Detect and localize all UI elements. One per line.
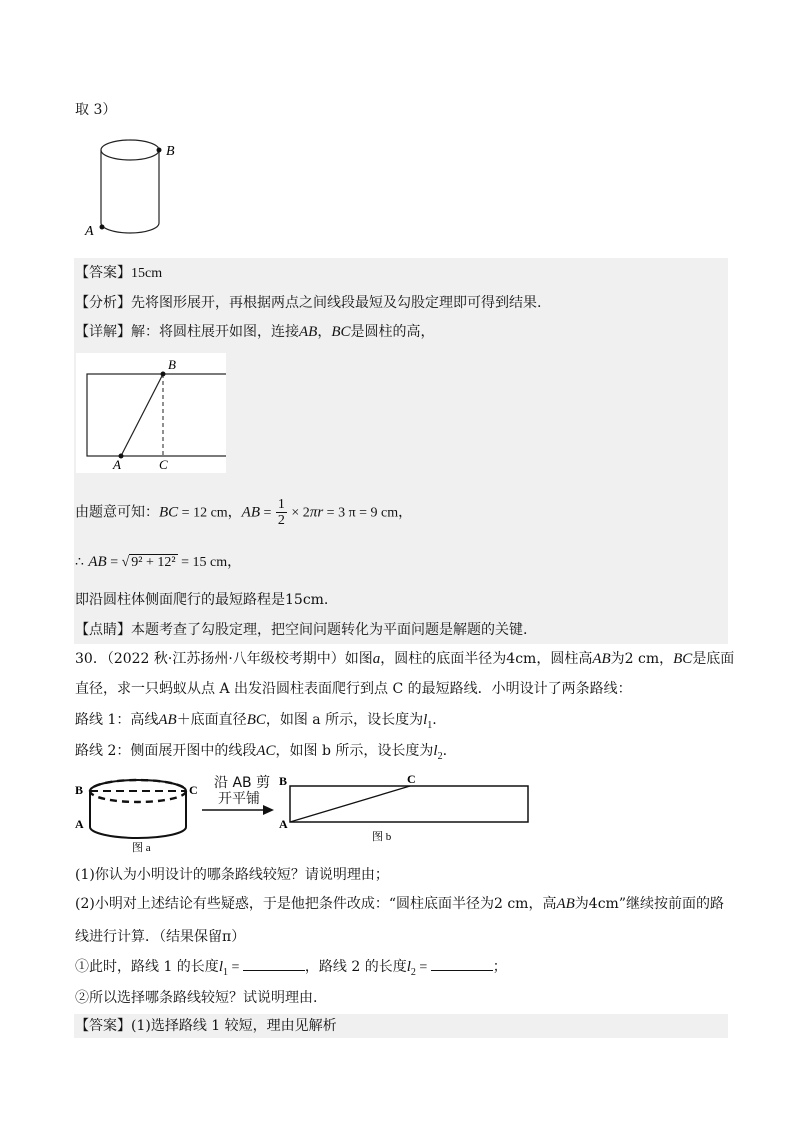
detail-line: 【详解】解：将圆柱展开如图，连接AB，BC是圆柱的高，	[75, 324, 435, 340]
point-a-label: A	[113, 457, 121, 472]
point-c-label: C	[189, 783, 198, 797]
route-2: 路线 2：侧面展开图中的线段AC，如图 b 所示，设长度为$l_2$.	[75, 743, 448, 762]
figure-b-caption: 图 b	[372, 831, 392, 843]
answer-line: 【答案】15cm	[75, 265, 163, 281]
answer-blank-1[interactable]	[243, 956, 305, 971]
cylinder-figure	[80, 135, 190, 245]
route-1: 路线 1：高线AB＋底面直径BC，如图 a 所示，设长度为$l_1$.	[75, 712, 437, 731]
sub-question-2-line-2: 线进行计算．（结果保留π）	[75, 929, 246, 945]
arrow-label-2: 开平铺	[218, 791, 260, 807]
equation-2: ∴ AB = √ 9² + 12² = 15 cm，	[75, 554, 242, 570]
point-a-label: A	[279, 817, 288, 831]
sub-question-2-2: ②所以选择哪条路线较短？试说明理由.	[75, 990, 318, 1006]
answer-30-line: 【答案】(1)选择路线 1 较短，理由见解析	[75, 1018, 337, 1034]
conclusion-line: 即沿圆柱体侧面爬行的最短路程是15cm.	[75, 592, 329, 608]
sub-question-2-line-1: (2)小明对上述结论有些疑惑，于是他把条件改成：“圆柱底面半径为2 cm，高AB为4cm”继续按前面的路	[75, 896, 724, 912]
fraction: $\frac{1}{2}$	[277, 497, 285, 528]
comment-line: 【点睛】本题考查了勾股定理，把空间问题转化为平面问题是解题的关键.	[75, 622, 528, 638]
point-b-label: B	[279, 774, 288, 788]
point-b-label: B	[166, 144, 175, 159]
sub-question-2-1: ①此时，路线 1 的长度$l_1$ = ，路线 2 的长度$l_2$ = ；	[75, 956, 507, 984]
figure-a-cylinder	[72, 770, 202, 856]
point-b-label: B	[168, 357, 176, 372]
point-c-label: C	[159, 457, 168, 472]
equation-1: 由题意可知：BC = 12 cm，AB = $\frac{1}{2}$ × 2πr = 3 π = 9 cm，	[75, 497, 413, 528]
point-b-label: B	[75, 783, 84, 797]
right-arrow-icon	[200, 804, 276, 816]
figure-b-unrolled	[276, 770, 538, 846]
arrow-label-1: 沿 AB 剪	[214, 775, 271, 791]
question-continuation: 取 3）	[75, 102, 117, 118]
rect-frame	[76, 353, 226, 473]
sub-question-1: (1)你认为小明设计的哪条路线较短？请说明理由；	[75, 867, 389, 883]
point-c-label: C	[407, 772, 416, 786]
answer-blank-2[interactable]	[431, 956, 493, 971]
question-30-line-2: 直径，求一只蚂蚁从点 A 出发沿圆柱表面爬行到点 C 的最短路线．小明设计了两条路线：	[75, 681, 632, 697]
point-a-label: A	[85, 224, 94, 239]
analysis-line: 【分析】先将图形展开，再根据两点之间线段最短及勾股定理即可得到结果.	[75, 295, 542, 311]
figure-a-caption: 图 a	[132, 842, 151, 854]
question-30-line-1: 30．（2022 秋·江苏扬州·八年级校考期中）如图a，圆柱的底面半径为4cm，圆柱高AB为2 cm，BC是底面	[75, 651, 735, 667]
point-a-label: A	[75, 817, 84, 831]
